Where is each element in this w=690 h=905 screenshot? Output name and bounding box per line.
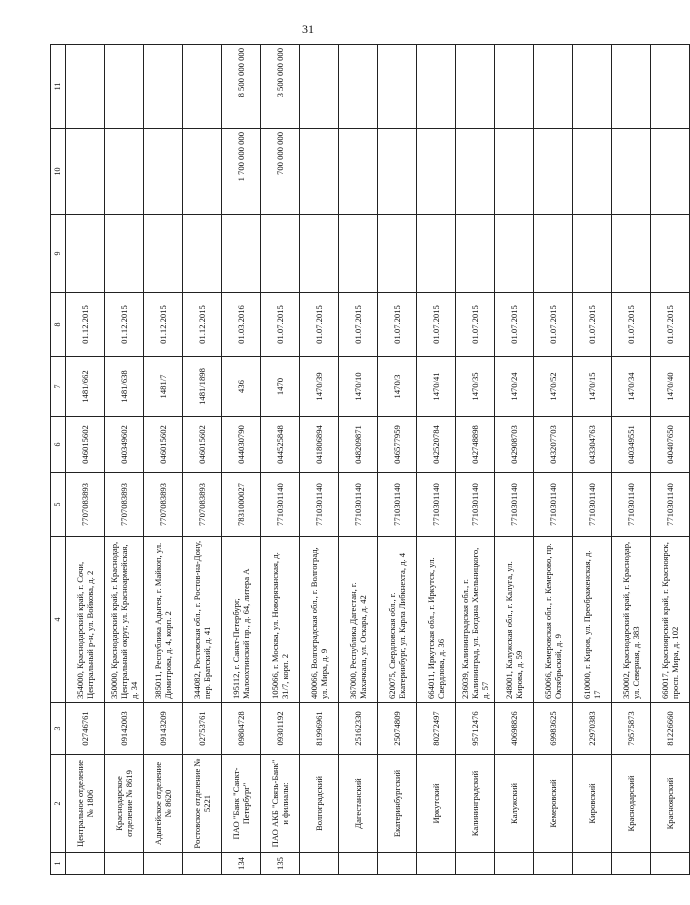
address: 350002, Краснодарский край, г. Краснодар, ул. Северная, д. 383	[612, 537, 651, 703]
registration-number: 1470/15	[573, 357, 612, 417]
okpo-code: 09142003	[105, 703, 144, 755]
registration-number: 1470/35	[456, 357, 495, 417]
column-header: 2	[51, 755, 66, 853]
okpo-code: 02753761	[183, 703, 222, 755]
inn: 7707083893	[144, 473, 183, 537]
amount-col-10	[300, 129, 339, 215]
bik: 040349551	[612, 417, 651, 473]
amount-col-11	[183, 45, 222, 129]
address: 660017, Красноярский край, г. Красноярск, просп. Мира, д. 102	[651, 537, 690, 703]
date: 01.12.2015	[144, 293, 183, 357]
inn: 7710301140	[339, 473, 378, 537]
branch-name: Калининградский	[456, 755, 495, 853]
branch-name: Дагестанский	[339, 755, 378, 853]
amount-col-10: 1 700 000 000	[222, 129, 261, 215]
date: 01.07.2015	[495, 293, 534, 357]
column-header: 10	[51, 129, 66, 215]
amount-col-10	[651, 129, 690, 215]
branch-name: Калужский	[495, 755, 534, 853]
address: 400066, Волгоградская обл., г. Волгоград, ул. Мира, д. 9	[300, 537, 339, 703]
branch-name: Красноярский	[651, 755, 690, 853]
row-number	[183, 853, 222, 875]
bik: 042748898	[456, 417, 495, 473]
amount-col-10	[612, 129, 651, 215]
amount-col-10	[378, 129, 417, 215]
date: 01.03.2016	[222, 293, 261, 357]
table-row	[105, 45, 144, 875]
address: 195112, г. Санкт-Петербург, Малоохтинский пр., д. 64, литера А	[222, 537, 261, 703]
date: 01.07.2015	[456, 293, 495, 357]
inn: 7707083893	[66, 473, 105, 537]
branch-name: Кировский	[573, 755, 612, 853]
column-header: 5	[51, 473, 66, 537]
amount-col-11	[495, 45, 534, 129]
row-number: 135	[261, 853, 300, 875]
table-row	[222, 45, 261, 875]
column-header: 9	[51, 215, 66, 293]
date: 01.07.2015	[612, 293, 651, 357]
inn: 7707083893	[105, 473, 144, 537]
column-9	[66, 215, 105, 293]
date: 01.07.2015	[534, 293, 573, 357]
registration-number: 1470/24	[495, 357, 534, 417]
amount-col-11	[144, 45, 183, 129]
bik: 043304763	[573, 417, 612, 473]
okpo-code: 25074809	[378, 703, 417, 755]
amount-col-10	[339, 129, 378, 215]
date: 01.07.2015	[378, 293, 417, 357]
okpo-code: 80272497	[417, 703, 456, 755]
column-number-row	[51, 45, 66, 875]
column-9	[378, 215, 417, 293]
inn: 7710301140	[417, 473, 456, 537]
address: 236039, Калининградская обл., г. Калининград, ул. Богдана Хмельницкого, д. 57	[456, 537, 495, 703]
column-9	[417, 215, 456, 293]
amount-col-10	[183, 129, 222, 215]
column-9	[222, 215, 261, 293]
bik: 043207703	[534, 417, 573, 473]
row-number	[66, 853, 105, 875]
branch-name: ПАО "Банк "Санкт-Петербург"	[222, 755, 261, 853]
column-9	[456, 215, 495, 293]
inn: 7710301140	[534, 473, 573, 537]
inn: 7707083893	[183, 473, 222, 537]
inn: 7710301140	[651, 473, 690, 537]
date: 01.12.2015	[183, 293, 222, 357]
amount-col-11	[456, 45, 495, 129]
amount-col-10	[417, 129, 456, 215]
okpo-code: 22970383	[573, 703, 612, 755]
row-number	[144, 853, 183, 875]
branch-name: Краснодарский	[612, 755, 651, 853]
amount-col-11	[612, 45, 651, 129]
bik: 040349602	[105, 417, 144, 473]
branch-name: Волгоградский	[300, 755, 339, 853]
bik: 044030790	[222, 417, 261, 473]
column-header: 6	[51, 417, 66, 473]
row-number	[456, 853, 495, 875]
table-row	[573, 45, 612, 875]
row-number	[573, 853, 612, 875]
registration-number: 1470	[261, 357, 300, 417]
page-number: 31	[302, 22, 314, 36]
date: 01.07.2015	[651, 293, 690, 357]
table-row	[417, 45, 456, 875]
table-row	[144, 45, 183, 875]
bik: 048209871	[339, 417, 378, 473]
okpo-code: 81996961	[300, 703, 339, 755]
branch-name: Центральное отделение № 1806	[66, 755, 105, 853]
inn: 7710301140	[378, 473, 417, 537]
okpo-code: 79575873	[612, 703, 651, 755]
address: 650066, Кемеровская обл., г. Кемерово, пр. Октябрьский, д. 9	[534, 537, 573, 703]
inn: 7710301140	[612, 473, 651, 537]
row-number	[378, 853, 417, 875]
okpo-code: 02746761	[66, 703, 105, 755]
row-number	[417, 853, 456, 875]
inn: 7710301140	[456, 473, 495, 537]
table-row	[612, 45, 651, 875]
registration-number: 1481/1898	[183, 357, 222, 417]
row-number	[495, 853, 534, 875]
branch-name: Ростовское отделение № 5221	[183, 755, 222, 853]
registration-number: 1470/41	[417, 357, 456, 417]
row-number	[300, 853, 339, 875]
amount-col-10	[456, 129, 495, 215]
column-header: 7	[51, 357, 66, 417]
amount-col-11	[339, 45, 378, 129]
registration-number: 1470/40	[651, 357, 690, 417]
registration-number: 1470/10	[339, 357, 378, 417]
okpo-code: 40698826	[495, 703, 534, 755]
address: 385011, Республика Адыгея, г. Майкоп, ул. Димитрова, д. 4, корп. 2	[144, 537, 183, 703]
bik: 044525848	[261, 417, 300, 473]
address: 105066, г. Москва, ул. Новорязанская, д. 31/7, корп. 2	[261, 537, 300, 703]
amount-col-11: 3 500 000 000	[261, 45, 300, 129]
column-header: 3	[51, 703, 66, 755]
okpo-code: 69983625	[534, 703, 573, 755]
inn: 7710301140	[573, 473, 612, 537]
table-row	[339, 45, 378, 875]
column-9	[144, 215, 183, 293]
amount-col-10	[105, 129, 144, 215]
inn: 7710301140	[261, 473, 300, 537]
date: 01.07.2015	[339, 293, 378, 357]
branch-name: Адыгейское отделение № 8620	[144, 755, 183, 853]
amount-col-11	[573, 45, 612, 129]
date: 01.07.2015	[300, 293, 339, 357]
row-number	[339, 853, 378, 875]
column-header: 4	[51, 537, 66, 703]
bik: 042908703	[495, 417, 534, 473]
table-body	[66, 45, 690, 875]
address: 354000, Краснодарский край, г. Сочи, Центральный р-н, ул. Войкова, д. 2	[66, 537, 105, 703]
inn: 7831000027	[222, 473, 261, 537]
amount-col-11	[66, 45, 105, 129]
date: 01.12.2015	[66, 293, 105, 357]
address: 610000, г. Киров, ул. Преображенская, д. 17	[573, 537, 612, 703]
table-row	[66, 45, 105, 875]
column-9	[534, 215, 573, 293]
inn: 7710301140	[495, 473, 534, 537]
amount-col-10	[534, 129, 573, 215]
column-header: 8	[51, 293, 66, 357]
row-number: 134	[222, 853, 261, 875]
okpo-code: 95712476	[456, 703, 495, 755]
registration-number: 1481/662	[66, 357, 105, 417]
bik: 046015602	[144, 417, 183, 473]
amount-col-11	[300, 45, 339, 129]
address: 344082, Ростовская обл., г. Ростов-на-Дону, пер. Братский, д. 41	[183, 537, 222, 703]
branch-name: Екатеринбургский	[378, 755, 417, 853]
column-header: 11	[51, 45, 66, 129]
registration-number: 1470/3	[378, 357, 417, 417]
row-number	[105, 853, 144, 875]
date: 01.12.2015	[105, 293, 144, 357]
column-9	[300, 215, 339, 293]
branch-name: ПАО АКБ "Связь-Банк" и филиалы:	[261, 755, 300, 853]
registration-number: 1470/34	[612, 357, 651, 417]
amount-col-10: 700 000 000	[261, 129, 300, 215]
column-header: 1	[51, 853, 66, 875]
okpo-code: 25162330	[339, 703, 378, 755]
table-row	[534, 45, 573, 875]
table-row	[300, 45, 339, 875]
bik: 040407650	[651, 417, 690, 473]
registration-number: 1481/638	[105, 357, 144, 417]
bik: 046577959	[378, 417, 417, 473]
column-9	[339, 215, 378, 293]
branch-name: Кемеровский	[534, 755, 573, 853]
amount-col-10	[66, 129, 105, 215]
table-row	[378, 45, 417, 875]
column-9	[573, 215, 612, 293]
table-row	[183, 45, 222, 875]
address: 350000, Краснодарский край, г. Краснодар, Центральный округ, ул. Красноармейская, д. 34	[105, 537, 144, 703]
bik: 042520784	[417, 417, 456, 473]
table-row	[651, 45, 690, 875]
amount-col-11	[378, 45, 417, 129]
amount-col-11: 8 500 000 000	[222, 45, 261, 129]
registration-number: 1470/39	[300, 357, 339, 417]
okpo-code: 09804728	[222, 703, 261, 755]
row-number	[534, 853, 573, 875]
column-9	[261, 215, 300, 293]
registry-table	[50, 44, 690, 875]
column-9	[651, 215, 690, 293]
bik: 041806894	[300, 417, 339, 473]
table-row	[261, 45, 300, 875]
date: 01.07.2015	[417, 293, 456, 357]
registration-number: 436	[222, 357, 261, 417]
table-row	[495, 45, 534, 875]
registration-number: 1470/52	[534, 357, 573, 417]
amount-col-10	[495, 129, 534, 215]
branch-name: Краснодарское отделение № 8619	[105, 755, 144, 853]
branch-name: Иркутский	[417, 755, 456, 853]
date: 01.07.2015	[261, 293, 300, 357]
column-9	[183, 215, 222, 293]
okpo-code: 09143209	[144, 703, 183, 755]
row-number	[612, 853, 651, 875]
column-9	[495, 215, 534, 293]
address: 248001, Калужская обл., г. Калуга, ул. Кирова, д. 59	[495, 537, 534, 703]
date: 01.07.2015	[573, 293, 612, 357]
column-9	[105, 215, 144, 293]
amount-col-10	[144, 129, 183, 215]
address: 664011, Иркутская обл., г. Иркутск, ул. Свердлова, д. 36	[417, 537, 456, 703]
okpo-code: 09301192	[261, 703, 300, 755]
rotated-table-wrapper	[50, 45, 680, 875]
address: 620075, Свердловская обл., г. Екатеринбург, ул. Карла Либкнехта, д. 4	[378, 537, 417, 703]
amount-col-11	[651, 45, 690, 129]
registration-number: 1481/7	[144, 357, 183, 417]
row-number	[651, 853, 690, 875]
amount-col-10	[573, 129, 612, 215]
amount-col-11	[417, 45, 456, 129]
amount-col-11	[534, 45, 573, 129]
inn: 7710301140	[300, 473, 339, 537]
column-9	[612, 215, 651, 293]
address: 367000, Республика Дагестан, г. Махачкала, ул. Оскара, д. 42	[339, 537, 378, 703]
amount-col-11	[105, 45, 144, 129]
okpo-code: 81226660	[651, 703, 690, 755]
bik: 046015602	[66, 417, 105, 473]
table-row	[456, 45, 495, 875]
bik: 046015602	[183, 417, 222, 473]
